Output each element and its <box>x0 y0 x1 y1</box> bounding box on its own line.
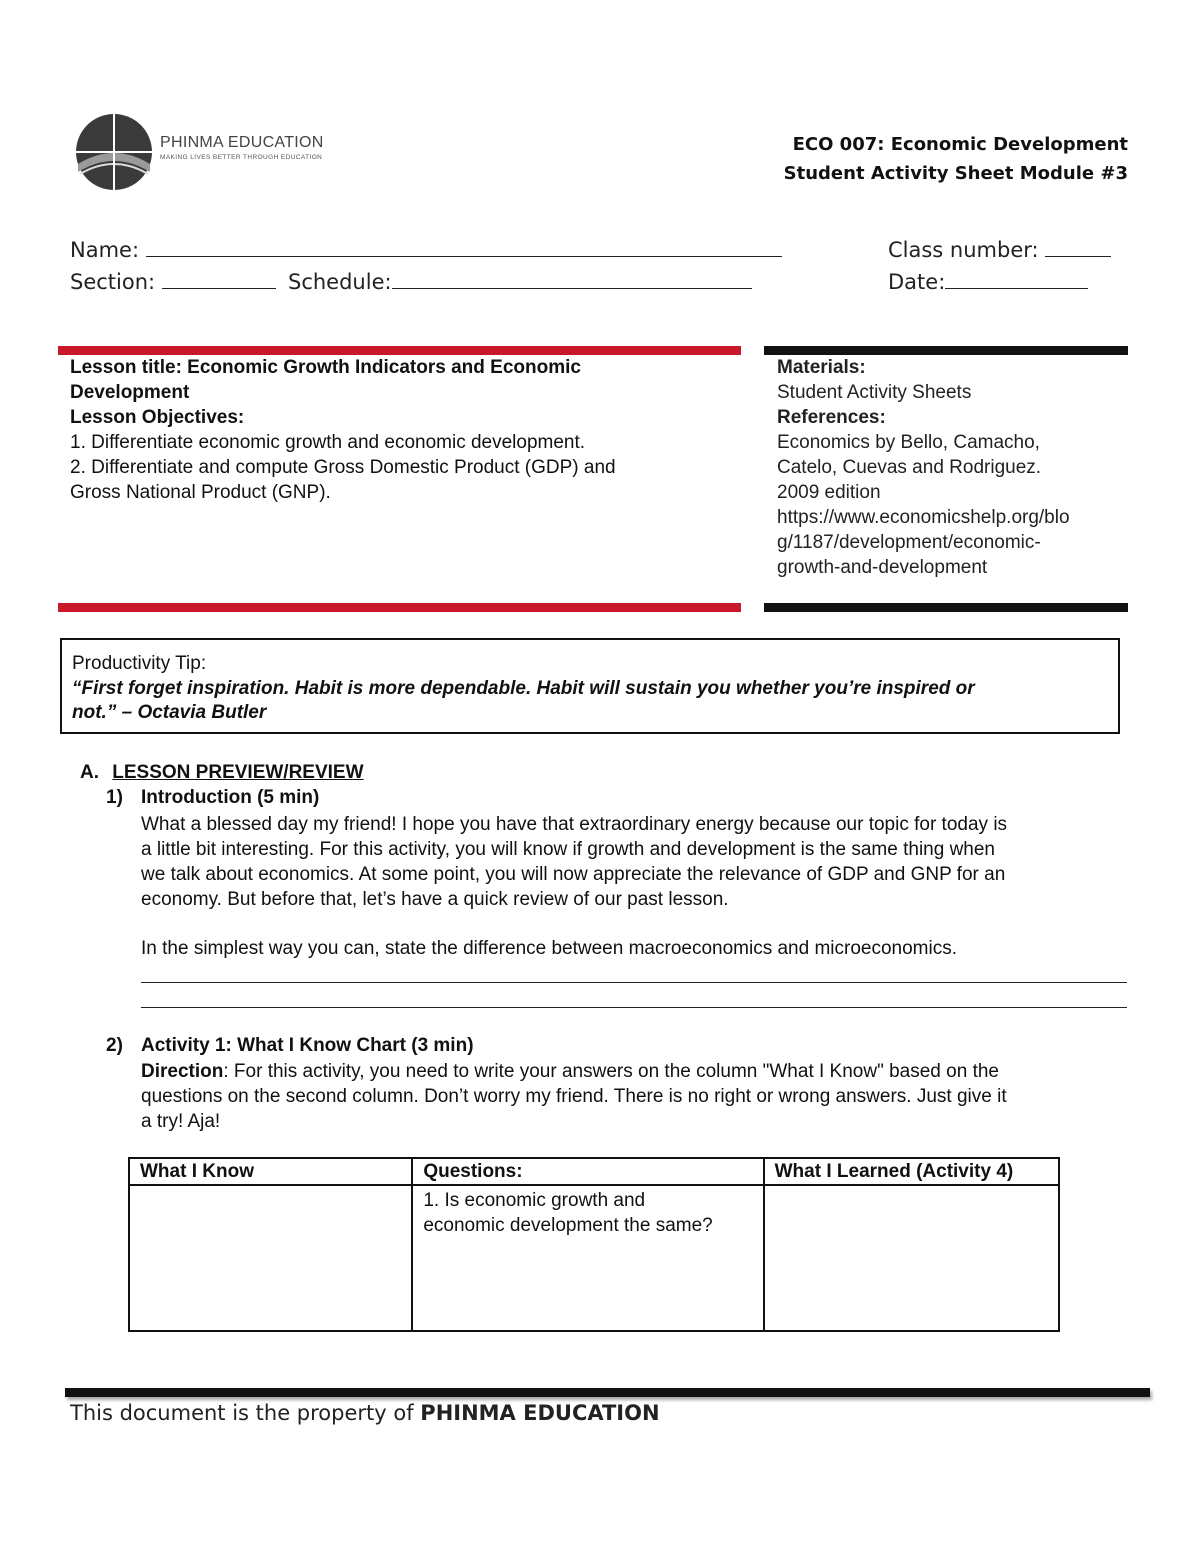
materials-item: Student Activity Sheets <box>777 382 972 403</box>
answer-line[interactable] <box>141 982 1127 983</box>
tip-quote-cont: not.” – Octavia Butler <box>72 702 267 723</box>
question-text-cont: economic development the same? <box>423 1215 713 1236</box>
intro-line: economy. But before that, let’s have a quick review of our past lesson. <box>141 889 729 910</box>
chart-header-row <box>129 1158 1059 1185</box>
direction-text-cont: questions on the second column. Don’t worry my friend. There is no right or wrong answers. Just give it <box>141 1086 1007 1107</box>
lesson-top-bar <box>58 346 741 355</box>
question-text: 1. Is economic growth and <box>423 1190 646 1211</box>
name-field[interactable] <box>70 236 782 262</box>
reference-link-cont[interactable]: g/1187/development/economic- <box>777 532 1041 553</box>
answer-line[interactable] <box>141 1007 1127 1008</box>
section-title: LESSON PREVIEW/REVIEW <box>112 762 364 783</box>
footer-bar <box>65 1388 1150 1397</box>
lesson-bottom-bar <box>58 603 741 612</box>
question-cell <box>412 1185 763 1331</box>
section-a-heading <box>80 762 364 784</box>
lesson-info <box>70 355 740 505</box>
direction-label: Direction <box>141 1061 224 1082</box>
what-i-know-chart <box>128 1157 1060 1332</box>
footer-text <box>70 1401 660 1425</box>
intro-number: 1) <box>106 787 123 808</box>
date-label: Date: <box>888 270 946 294</box>
logo-title: PHINMA EDUCATION <box>160 134 324 151</box>
schedule-line[interactable] <box>392 268 752 289</box>
objective-1: 1. Differentiate economic growth and economic development. <box>70 432 586 453</box>
schedule-label: Schedule: <box>288 270 392 294</box>
schedule-field[interactable] <box>288 268 752 294</box>
class-number-line[interactable] <box>1045 236 1111 257</box>
course-heading <box>784 130 1128 188</box>
section-field[interactable] <box>70 268 276 294</box>
phinma-emblem-icon <box>74 112 154 192</box>
reference-line: 2009 edition <box>777 482 881 503</box>
date-field[interactable] <box>888 268 1088 294</box>
references-heading: References: <box>777 407 886 428</box>
phinma-logo <box>74 112 374 192</box>
section-line[interactable] <box>162 268 276 289</box>
intro-line: What a blessed day my friend! I hope you have that extraordinary energy because our topic for today is <box>141 814 1008 835</box>
footer-owner: PHINMA EDUCATION <box>420 1401 660 1425</box>
what-i-know-answer-cell[interactable] <box>129 1185 412 1331</box>
table-row <box>129 1185 1059 1331</box>
productivity-tip-box <box>60 638 1120 734</box>
logo-tagline: MAKING LIVES BETTER THROUGH EDUCATION <box>160 154 323 161</box>
course-title: ECO 007: Economic Development <box>792 134 1128 155</box>
activity1-directions <box>141 1059 1131 1134</box>
class-number-label: Class number: <box>888 238 1039 262</box>
reference-line: Catelo, Cuevas and Rodriguez. <box>777 457 1042 478</box>
intro-heading: Introduction (5 min) <box>141 787 320 808</box>
name-label: Name: <box>70 238 140 262</box>
reference-link-cont[interactable]: growth-and-development <box>777 557 988 578</box>
footer-statement: This document is the property of <box>70 1401 421 1425</box>
direction-text: : For this activity, you need to write your answers on the column "What I Know" based on the <box>223 1061 999 1082</box>
tip-label: Productivity Tip: <box>72 653 207 674</box>
module-title: Student Activity Sheet Module #3 <box>783 163 1128 184</box>
materials-heading: Materials: <box>777 357 866 378</box>
intro-paragraph <box>141 812 1131 912</box>
tip-quote: “First forget inspiration. Habit is more dependable. Habit will sustain you whether you’re inspired or <box>72 677 975 699</box>
direction-text-cont: a try! Aja! <box>141 1111 221 1132</box>
reference-line: Economics by Bello, Camacho, <box>777 432 1040 453</box>
date-line[interactable] <box>945 268 1088 289</box>
materials-top-bar <box>764 346 1128 355</box>
section-letter: A. <box>80 762 99 783</box>
column-header-questions: Questions: <box>412 1158 763 1185</box>
column-header-what-i-know: What I Know <box>129 1158 412 1185</box>
activity1-heading: Activity 1: What I Know Chart (3 min) <box>141 1035 474 1056</box>
column-header-what-i-learned: What I Learned (Activity 4) <box>764 1158 1059 1185</box>
activity1-number: 2) <box>106 1035 123 1056</box>
reference-link[interactable]: https://www.economicshelp.org/blo <box>777 507 1070 528</box>
class-number-field[interactable] <box>888 236 1111 262</box>
intro-line: a little bit interesting. For this activity, you will know if growth and development is the same thing when <box>141 839 995 860</box>
objective-2: 2. Differentiate and compute Gross Domestic Product (GDP) and <box>70 457 616 478</box>
lesson-title-cont: Development <box>70 382 190 403</box>
intro-line: we talk about economics. At some point, you will now appreciate the relevance of GDP and GNP for an <box>141 864 1006 885</box>
materials-bottom-bar <box>764 603 1128 612</box>
lesson-title: Lesson title: Economic Growth Indicators and Economic <box>70 357 581 378</box>
review-question: In the simplest way you can, state the difference between macroeconomics and microeconomics. <box>141 938 957 959</box>
objective-2-cont: Gross National Product (GNP). <box>70 482 331 503</box>
materials-info <box>777 355 1127 580</box>
name-line[interactable] <box>146 236 782 257</box>
what-i-learned-answer-cell[interactable] <box>764 1185 1059 1331</box>
section-label: Section: <box>70 270 156 294</box>
objectives-heading: Lesson Objectives: <box>70 407 245 428</box>
